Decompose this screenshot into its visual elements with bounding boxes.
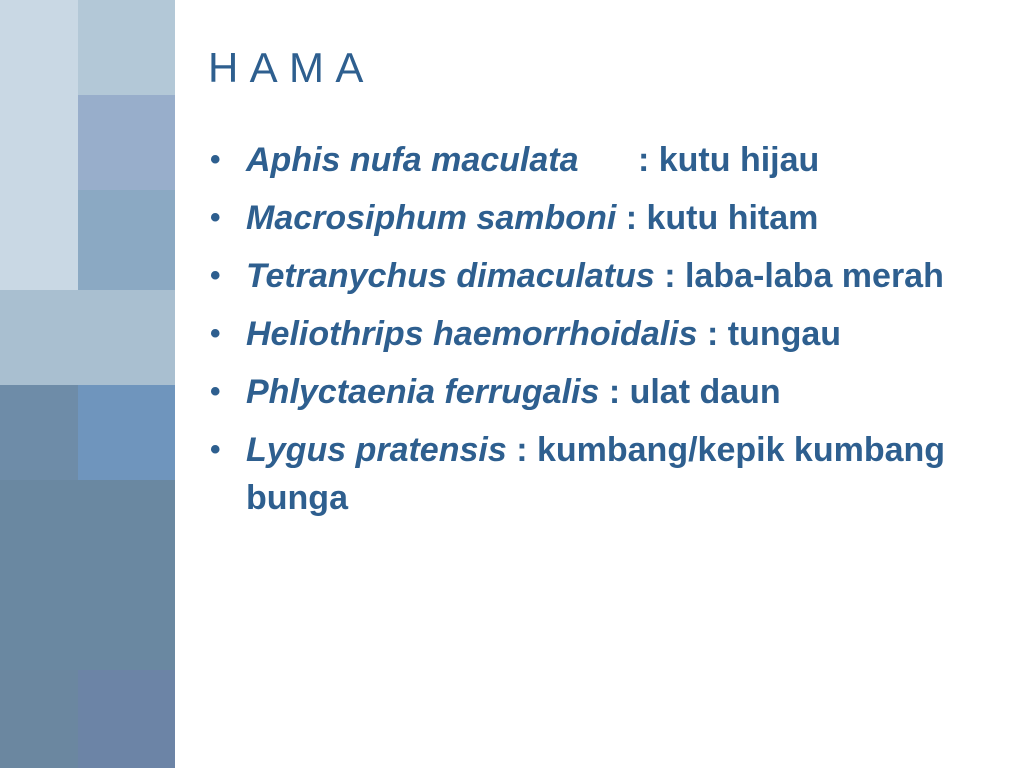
panel-tile <box>78 0 175 95</box>
panel-tile <box>0 480 175 670</box>
decorative-side-panel <box>0 0 175 768</box>
panel-divider <box>175 0 177 768</box>
species-name: Aphis nufa maculata <box>246 141 579 179</box>
species-name: Phlyctaenia ferrugalis <box>246 373 600 411</box>
list-item <box>208 136 998 184</box>
species-name: Macrosiphum samboni <box>246 199 617 237</box>
bullet-icon: • <box>210 317 221 350</box>
common-name: : kumbang/kepik kumbang bunga <box>246 431 946 517</box>
bullet-icon: • <box>210 259 221 292</box>
species-name: Lygus pratensis <box>246 431 507 469</box>
list-item <box>208 194 998 242</box>
bullet-icon: • <box>210 201 221 234</box>
common-name: : tungau <box>697 315 842 353</box>
species-name: Heliothrips haemorrhoidalis <box>246 315 698 353</box>
list-item <box>208 310 998 358</box>
common-name: : kutu hitam <box>616 199 819 237</box>
bullet-icon: • <box>210 433 221 466</box>
panel-tile <box>78 670 175 768</box>
slide-title: H A M A <box>208 44 365 91</box>
common-name: : laba-laba merah <box>654 257 944 295</box>
common-name: : ulat daun <box>599 373 781 411</box>
panel-tile <box>0 385 78 480</box>
bullet-icon: • <box>210 143 221 176</box>
panel-tile <box>78 190 175 290</box>
panel-tile <box>0 670 78 768</box>
list-item <box>208 426 998 522</box>
panel-tile <box>0 0 78 290</box>
species-name: Tetranychus dimaculatus <box>246 257 655 295</box>
panel-tile <box>78 95 175 190</box>
common-name: : kutu hijau <box>628 141 820 179</box>
pest-list <box>208 136 998 532</box>
list-item <box>208 368 998 416</box>
list-item <box>208 252 998 300</box>
panel-tile <box>78 385 175 480</box>
panel-tile <box>0 290 175 385</box>
bullet-icon: • <box>210 375 221 408</box>
